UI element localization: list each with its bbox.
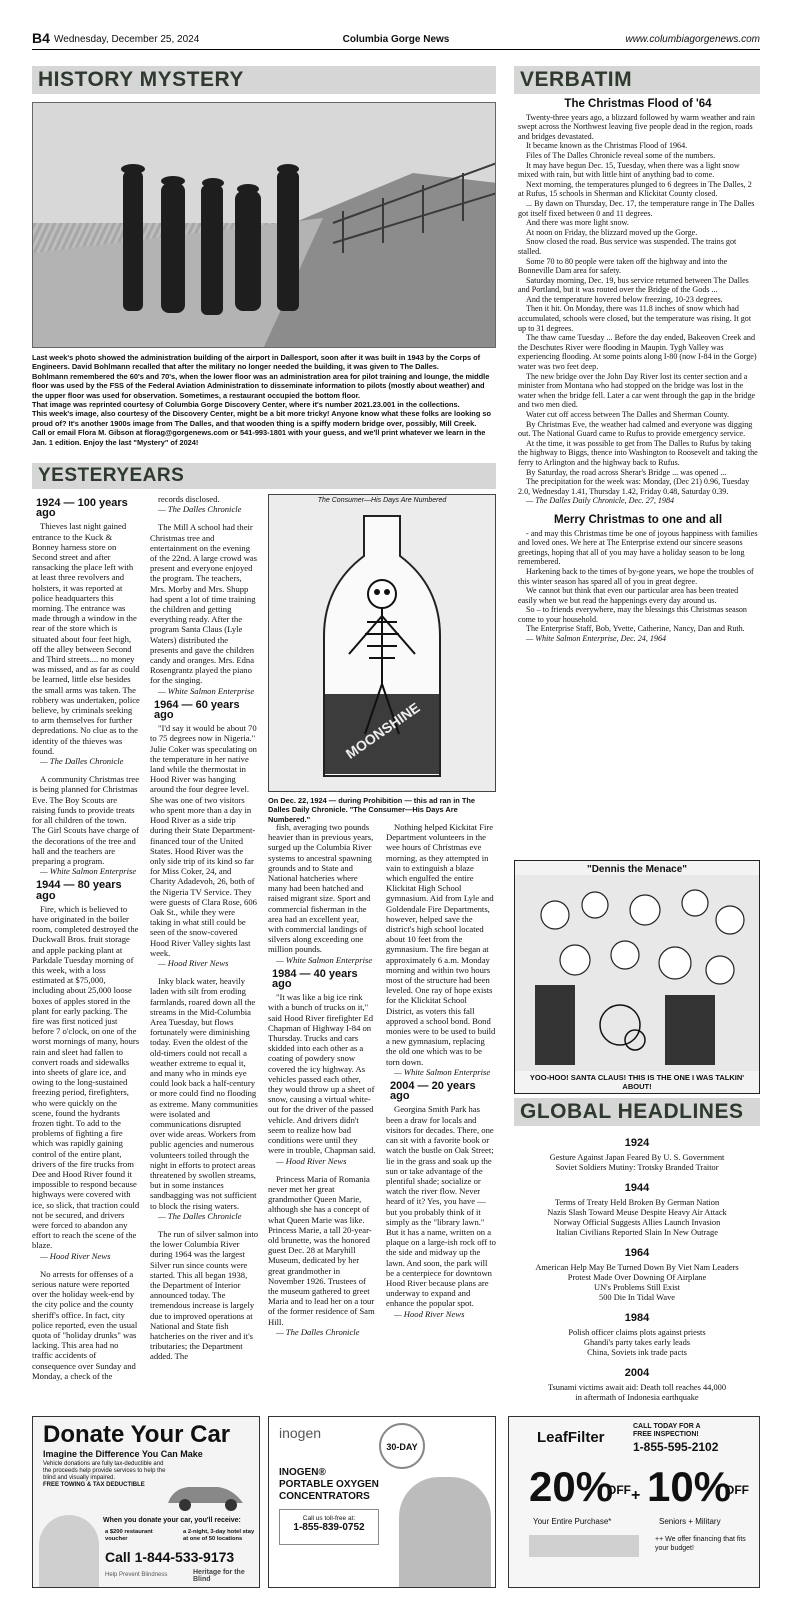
issue-date: Wednesday, December 25, 2024 xyxy=(54,34,200,45)
headline-year: 2004 xyxy=(624,1367,650,1379)
badge-logos xyxy=(529,1535,639,1557)
article-text: At the time, it was possible to get from The Dalles to Rufus by taking the highway to Biggs, thence into Washington to Roosevelt and taking the ferry to Arlington and the highway back to Rufus. xyxy=(518,438,758,467)
ad-title: Donate Your Car xyxy=(43,1421,231,1448)
ad-perk-1: a $200 restaurant voucher xyxy=(105,1529,153,1542)
article-text: Fire, which is believed to have originated in the boiler room, completed destroyed the Duckwall Bros. fruit storage and apple packing plant at Parkdale Tuesday morning of this week, with a loss estimated at $75,000, including about 25,000 loose boxes of apples stored in the plant for early packing. The fire was first noticed just before 7 o'clock, on one of the worst mornings of many, hours rain and sleet had fallen to convert roads and sidewalks into sheets of glare ice, and owing to the long-sustained freezing period, firefighters, who were quickly on the scene, found the hydrants frozen tight. To add to the problems of fighting a fire which was rapidly gaining control of the entire plant, drivers of the fire trucks from Dee and Hood River found it impossible to respond because highways were covered with ice, so slick, that traction could not be secured, and drivers were forced to abandon any effort to reach the scene of the blaze. xyxy=(32,903,140,1251)
headline-item: Gesture Against Japan Feared By U. S. Government xyxy=(549,1153,725,1162)
inogen-call-box[interactable] xyxy=(279,1509,379,1545)
article-text: Harkening back to the times of by-gone years, we hope the troubles of this winter season has spared all of you in great degree. xyxy=(518,566,754,586)
caption-paragraph: Last week's photo showed the administration building of the airport in Dallesport, soon after it was built in 1943 by the Corps of Engineers. David Bohlmann recalled that after the military no longer needed the building, it was given to The Dalles. xyxy=(32,353,481,372)
donate-car-ad[interactable] xyxy=(32,1416,260,1588)
dennis-cartoon xyxy=(514,860,760,1094)
article-source: — The Dalles Daily Chronicle, Dec. 27, 1984 xyxy=(526,496,675,506)
article-text: fish, averaging two pounds heavier than in previous years, surged up the Columbia River systems to ancestral spawning grounds and to State and National hatcheries where many had been hatched and raised migrant size. Sport and commercial fisherman in the area had an excellent year, with commercial landings of silvers along exceeding one million pounds. xyxy=(268,822,374,955)
article-source: — Hood River News xyxy=(394,1308,465,1319)
article-text: Inky black water, heavily laden with silt from eroding farmlands, roared down all the streams in the Mid-Columbia Area Tuesday, but flows fortunately were diminishing today. Even the oldest of the old-timers could not recall a weather extreme to equal it, and many who in minds eye could look back a half-century or more could find no flooding as extreme. Many communities were isolated and communications disrupted over wide areas. Workers from public agencies and numerous volunteers toiled through the night in efforts to protect areas threatened by swollen streams, but in some instances sandbagging was not sufficient to block the rising waters. xyxy=(150,976,258,1211)
leaffilter-ad[interactable] xyxy=(508,1416,760,1588)
headline-item: Italian Civilians Reported Slain In New Outrage xyxy=(556,1228,718,1237)
article-text: - and may this Christmas time be one of joyous happiness with families and loved ones. We here at The Enterprise extend our sincere seasons greetings, hoping that all of you may have a holiday season to be long remembered. xyxy=(518,528,758,567)
headline-item: Norway Official Suggests Allies Launch Invasion xyxy=(553,1218,721,1227)
page-folio xyxy=(32,32,760,50)
discount-1-off: OFF xyxy=(607,1483,631,1497)
paper-name: Columbia Gorge News xyxy=(342,34,450,45)
headline-item: Protest Made Over Downing Of Airplane xyxy=(567,1273,707,1282)
verbatim-column xyxy=(518,98,758,856)
article-source: — White Salmon Enterprise xyxy=(276,954,373,965)
article-source: — White Salmon Enterprise xyxy=(394,1066,491,1077)
yesteryears-column-1 xyxy=(32,494,140,1406)
article-text: Snow closed the road. Bus service was suspended. The trains got stalled. xyxy=(518,237,737,256)
article-text: A community Christmas tree is being planned for Christmas Eve. The Boy Scouts are raising funds to provide treats for all children of the town. The Girl Scouts have charge of the decorations of the tree and hall and the teachers are preparing a program. xyxy=(32,774,140,866)
article-text: And the temperature hovered below freezing, 10-23 degrees. xyxy=(526,294,723,304)
leaf-call-label-2: FREE INSPECTION! xyxy=(633,1431,699,1438)
article-text: "I'd say it would be about 70 to 75 degrees now in Nigeria." Julie Coker was speculating on the temperature in her native land while the thermostat in Hood River was hanging around the four degree level. She was one of two visitors who spent more than a day in Hood River as a side trip during their State Department-financed tour of the United States. Hood River was the only side trip of its kind so far for Miss Coker, 24, and Charity Adadevoh, 26, both of the Nigeria TV Service. They were guests of Clara Rose, 606 Oak St., while they were taking in what still could be seen of the snow-covered Hood River Valley sights last week. xyxy=(150,723,257,958)
history-mystery-photo xyxy=(32,102,496,348)
inogen-line-2: CONCENTRATORS xyxy=(279,1491,370,1502)
article-source: — Hood River News xyxy=(276,1155,347,1166)
article-text: Some 70 to 80 people were taken off the highway and into the Bonneville Dam area for safety. xyxy=(518,256,728,276)
caption-paragraph: That image was reprinted courtesy of Columbia Gorge Discovery Center, where it's number 2021.23.001 in the collections. xyxy=(32,400,460,410)
cartoon-caption: YOO-HOO! SANTA CLAUS! THIS IS THE ONE I WAS TALKIN' ABOUT! xyxy=(529,1073,745,1091)
article-text: ... By dawn on Thursday, Dec. 17, the temperature range in The Dalles got itself fixed between 0 and 11 degrees. xyxy=(518,198,755,218)
headline-item: Nazis Slash Toward Meuse Despite Heavy Air Attack xyxy=(547,1208,727,1217)
article-text: Princess Maria of Romania never met her great grandmother Queen Marie, although she has a concept of what Queen Marie was like. Princess Marie, a tall 20-year-old brunette, was the honored guest Dec. 28 at Maryhill Museum, dedicated by her great grandmother in November 1926. Trustees of the museum gathered to greet Maria and to lead her on a tour of the former residence of Sam Hill. xyxy=(268,1173,375,1327)
financing-note: ++ We offer financing that fits your budget! xyxy=(655,1536,746,1552)
headline-item: UN's Problems Still Exist xyxy=(594,1283,680,1292)
history-mystery-heading: HISTORY MYSTERY xyxy=(32,66,496,94)
ad-perk-2: a 2-night, 3-day hotel stay at one of 50 locations xyxy=(183,1529,255,1542)
article-text: The new bridge over the John Day River lost its center section and a minister from Montana who had stopped on the bridge was lost in the water when the bridge fell. Later a car went through the gap in the bridge and two men died. xyxy=(518,371,756,410)
article-text: The Mill A school had their Christmas tree and entertainment on the evening of the 22nd. A large crowd was present and everyone enjoyed the program. The teachers, Mrs. Morby and Mrs. Shupp had spent a lot of time training the children and getting everything ready. After the program Santa Claus (Lyle Waters) distributed the presents and gave the children candy and oranges. Mrs. Edna Rosengrantz played the piano for the singing. xyxy=(150,522,258,686)
article-text: The run of silver salmon into the lower Columbia River during 1964 was the largest Silver run since counts were started. This all began 1938, the Department of Interior announced today. The tremendous increase is largely due to improved operations at National and State fish hatcheries on the river and it's tributaries; the Department added. The xyxy=(150,1229,258,1362)
smiling-woman-photo xyxy=(39,1515,99,1587)
ad-phone[interactable]: Call 1-844-533-9173 xyxy=(105,1549,235,1565)
article-source: — Hood River News xyxy=(40,1250,111,1261)
article-text: Next morning, the temperatures plunged to 6 degrees in The Dalles, 2 at Rufus, 15 schools in Sherman and Klickitat County closed. xyxy=(518,179,752,199)
verbatim-article-title: Merry Christmas to one and all xyxy=(553,513,723,526)
article-text: Files of The Dalles Chronicle reveal some of the numbers. xyxy=(526,150,716,160)
verbatim-article-title: The Christmas Flood of '64 xyxy=(564,98,712,110)
headline-item: Ghandi's party takes early leads xyxy=(583,1338,691,1347)
article-text: records disclosed. xyxy=(158,494,220,504)
discount-1-desc: Your Entire Purchase* xyxy=(533,1517,612,1526)
article-text: Then it hit. On Monday, there was 11.8 inches of snow which had accumulated, schools were closed, but the temperature was rising. It got up to 31 degrees. xyxy=(518,304,752,333)
illustration-caption: On Dec. 22, 1924 — during Prohibition — this ad ran in The Dalles Daily Chronicle. "The Consumer—His Days Are Numbered." xyxy=(268,796,475,824)
headline-item: 500 Die In Tidal Wave xyxy=(599,1293,675,1302)
headline-item: in aftermath of Indonesia earthquake xyxy=(575,1393,699,1402)
article-text: It may have begun Dec. 15, Tuesday, when there was a light snow mixed with rain, but with little hint of anything bad to come. xyxy=(518,160,740,180)
inogen-call-label: Call us toll-free at: xyxy=(302,1515,356,1522)
article-text: Georgina Smith Park has been a draw for locals and visitors for decades. There, one can sit with a favorite book or watch the bustle on Oak Street; lie in the grass and soak up the sun or take advantage of the plentiful shade; socialize or watch the river flow. Never heard of it? Yes, you have — but you probably think of it simply as the "library lawn." But it has a name, written on a plaque on a large-ish rock off to the side and midway up the lawn. And soon, the park will be a centerpiece for downtown Hood River because plans are underway to expand and enhance the popular spot. xyxy=(386,1104,496,1309)
year-heading: 1924 — 100 years ago xyxy=(36,497,128,520)
discount-1-percent: 20% xyxy=(529,1463,614,1510)
page-number: B4 xyxy=(32,30,50,46)
year-heading: 1964 — 60 years ago xyxy=(154,698,240,722)
article-source: — The Dalles Chronicle xyxy=(276,1326,360,1337)
leaf-call-label: CALL TODAY FOR A xyxy=(633,1423,701,1430)
verbatim-flood-body xyxy=(518,113,758,497)
illustration-banner: The Consumer—His Days Are Numbered xyxy=(317,497,447,504)
article-text: Thieves last night gained entrance to the Kuck & Bonney harness store on Second street and after ransacking the place left with at least three revolvers and holsters, it was reported at police headquarters this morning. The entrance was made through a window in the rear of the store which is situated about four feet high, off the alley between Second and Third streets.... no money was missed, and as far as could be learned, little else besides the small arms was taken. The robbery was undertaken, police believe, by criminals seeking to arm themselves for further depredations. No clue as to the identity of the thieves was found. xyxy=(32,521,140,756)
article-source: — The Dalles Chronicle xyxy=(158,504,242,515)
headline-year: 1964 xyxy=(624,1247,650,1259)
headline-item: Polish officer claims plots against priests xyxy=(568,1328,706,1337)
article-source: — White Salmon Enterprise, Dec. 24, 1964 xyxy=(526,634,667,644)
leaf-phone[interactable]: 1-855-595-2102 xyxy=(633,1440,719,1454)
headline-item: American Help May Be Turned Down By Viet Nam Leaders xyxy=(535,1263,739,1272)
article-text: We cannot but think that even our particular area has been treated easily when we but read the happenings every day around us. xyxy=(518,586,739,605)
headline-item: Soviet Soldiers Mutiny: Trotsky Branded Traitor xyxy=(555,1163,719,1172)
caption-paragraph: Bohlmann remembered the 60's and 70's, when the lower floor was an administration area for pilot training and lounge, the middle floor was used by the FSS of the Federal Aviation Administration to disseminate information to pilots (mostly about weather) and the upper floor was used for observation. Sometimes, a restaurant occupied the bottom floor. xyxy=(32,371,490,400)
cartoon-drawing xyxy=(515,875,759,1071)
discount-2-off: OFF xyxy=(725,1483,749,1497)
article-text: The thaw came Tuesday ... Before the day ended, Bakeoven Creek and the Deschutes River were flooding in Maupin. Tygh Valley was experiencing flooding. At some points along I-80 (now I-84 in the Gorge) water was two feet deep. xyxy=(518,333,757,372)
bottle-label: MOONSHINE xyxy=(342,699,423,762)
inogen-phone: 1-855-839-0752 xyxy=(293,1522,365,1533)
article-source: — The Dalles Chronicle xyxy=(158,1210,242,1221)
discount-2-percent: 10% xyxy=(647,1463,732,1510)
article-text: Saturday morning, Dec. 19, bus service returned between The Dalles and Portland, but it was routed over the Bridge of the Gods ... xyxy=(518,275,749,295)
inogen-line-1: PORTABLE OXYGEN xyxy=(279,1479,379,1490)
article-text: The Enterprise Staff, Bob, Yvette, Catherine, Nancy, Dan and Ruth. xyxy=(526,624,745,634)
article-source: — White Salmon Enterprise xyxy=(158,685,255,696)
caption-paragraph: This week's image, also courtesy of the Discovery Center, might be a bit more tricky! Anyone know what these folks are looking so proud of? It's another 1900s image from The Dalles, and that wooden thing is a spiffy modern bridge over, possibly, Mill Creek. xyxy=(32,409,492,428)
caption-paragraph: Call or email Flora M. Gibson at florag@gorgenews.com or 541-993-1801 with your guess, and we'll print whatever we learn in the Jan. 1 edition. Enjoy the last "Mystery" of 2024! xyxy=(32,428,486,447)
headline-item: Terms of Treaty Held Broken By German Nation xyxy=(554,1198,720,1207)
ad-receive-heading: When you donate your car, you'll receive: xyxy=(103,1517,241,1524)
plus-icon: + xyxy=(631,1487,641,1504)
history-mystery-caption xyxy=(32,353,496,447)
yesteryears-column-2 xyxy=(150,494,258,1406)
skeleton-bottle-illustration xyxy=(269,504,495,786)
headline-year: 1944 xyxy=(624,1182,650,1194)
inogen-title: INOGEN® xyxy=(279,1467,326,1478)
verbatim-heading: VERBATIM xyxy=(514,66,760,94)
leaffilter-logo: LeafFilter xyxy=(537,1429,605,1446)
article-text: At noon on Friday, the blizzard moved up the Gorge. xyxy=(526,227,698,237)
article-source: — Hood River News xyxy=(158,957,229,968)
headline-item: Tsunami victims await aid: Death toll reaches 44,000 xyxy=(547,1383,727,1392)
discount-2-desc: Seniors + Military xyxy=(659,1517,721,1526)
site-url[interactable]: www.columbiagorgenews.com xyxy=(625,34,760,45)
verbatim-christmas-body xyxy=(518,529,758,635)
global-headlines-list xyxy=(514,1128,760,1408)
ad-body: Vehicle donations are fully tax-deductible and the proceeds help provide services to help the blind and visually impaired. xyxy=(43,1461,166,1481)
yesteryears-column-4 xyxy=(386,822,496,1406)
car-icon xyxy=(163,1477,253,1513)
bridge-photo-illustration xyxy=(33,103,496,348)
article-text: Twenty-three years ago, a blizzard followed by warm weather and rain swept across the Northwest leaving five people dead in the region, roads and bridges devastated. xyxy=(518,112,755,141)
senior-couple-photo xyxy=(399,1477,491,1587)
article-text: Water cut off access between The Dalles and Sherman County. xyxy=(526,410,730,419)
article-text: No arrests for offenses of a serious nature were reported over the holiday week-end by the city police and the county sheriff's office. In fact, city police reported, even the usual quota of "holiday drunks" was lacking. This area had no traffic accidents of consequence over Sunday and Monday, a check of the xyxy=(32,1268,138,1381)
article-text: "It was like a big ice rink with a bunch of trucks on it," said Hood River firefighter Ed Chapman of Highway I-84 on Thursday. Trucks and cars skidded into each other as a coating of powdery snow covered the icy highway. As vehicles passed each other, they would throw up a sheet of snow, causing a virtual white-out for the driver of the passed vehicle. And drivers didn't seem to realize how bad conditions were until they were in trouble, Chapman said. xyxy=(268,992,376,1156)
article-source: — White Salmon Enterprise xyxy=(40,866,137,877)
inogen-logo: inogen xyxy=(279,1425,322,1441)
trial-badge: 30-DAY xyxy=(379,1423,425,1469)
ad-free-towing: FREE TOWING & TAX DEDUCTIBLE xyxy=(43,1482,145,1488)
article-text: Nothing helped Kickitat Fire Department volunteers in the wee hours of Christmas eve morning, as they attempted in vain to extinguish a blaze which engulfed the entire Klickitat High School gymnasium. Aid from Lyle and Goldendale Fire Departments, however, helped save the district's high school located about 10 feet from the gymnasium. The fire began at approximately 6 a.m. Monday morning and within two hours most of the structure had been leveled. One ray of hope exists for the Klickitat School District, as voters this fall approved a school bond. Bond monies were to be used to build a new gymnasium, replacing the old one which was to be torn down. xyxy=(386,822,496,1067)
article-text: And there was more light snow. xyxy=(526,218,629,228)
headline-year: 1984 xyxy=(624,1312,650,1324)
article-text: So – to friends everywhere, may the blessings this Christmas season come to your household. xyxy=(518,605,747,624)
article-text: The precipitation for the week was: Monday, (Dec 21) 0.96, Tuesday 2.0, Wednesday 1.41, Thursday 1.42, Friday 0.48, Saturday 0.39. xyxy=(518,477,750,496)
article-text: By Christmas Eve, the weather had calmed and everyone was digging out. The National Guard came to Rufus to provide emergency service. xyxy=(518,419,753,439)
ad-org-2: Heritage for the Blind xyxy=(193,1569,245,1583)
cartoon-title: "Dennis the Menace" xyxy=(586,864,688,875)
year-heading: 1984 — 40 years ago xyxy=(272,967,358,991)
global-headlines-heading: GLOBAL HEADLINES xyxy=(514,1098,760,1126)
ad-subtitle: Imagine the Difference You Can Make xyxy=(43,1449,203,1459)
article-source: — The Dalles Chronicle xyxy=(40,756,124,767)
ad-org: Help Prevent Blindness xyxy=(105,1572,168,1578)
prohibition-illustration xyxy=(268,494,496,792)
year-heading: 1944 — 80 years ago xyxy=(36,879,122,902)
article-text: By Saturday, the road across Sherar's Bridge ... was opened ... xyxy=(526,467,727,477)
article-text: It became known as the Christmas Flood of 1964. xyxy=(526,141,688,151)
yesteryears-heading: YESTERYEARS xyxy=(32,463,496,489)
headline-year: 1924 xyxy=(624,1137,650,1149)
inogen-ad[interactable] xyxy=(268,1416,496,1588)
year-heading: 2004 — 20 years ago xyxy=(390,1080,476,1103)
yesteryears-column-3 xyxy=(268,822,376,1406)
headline-item: China, Soviets ink trade pacts xyxy=(587,1348,687,1357)
